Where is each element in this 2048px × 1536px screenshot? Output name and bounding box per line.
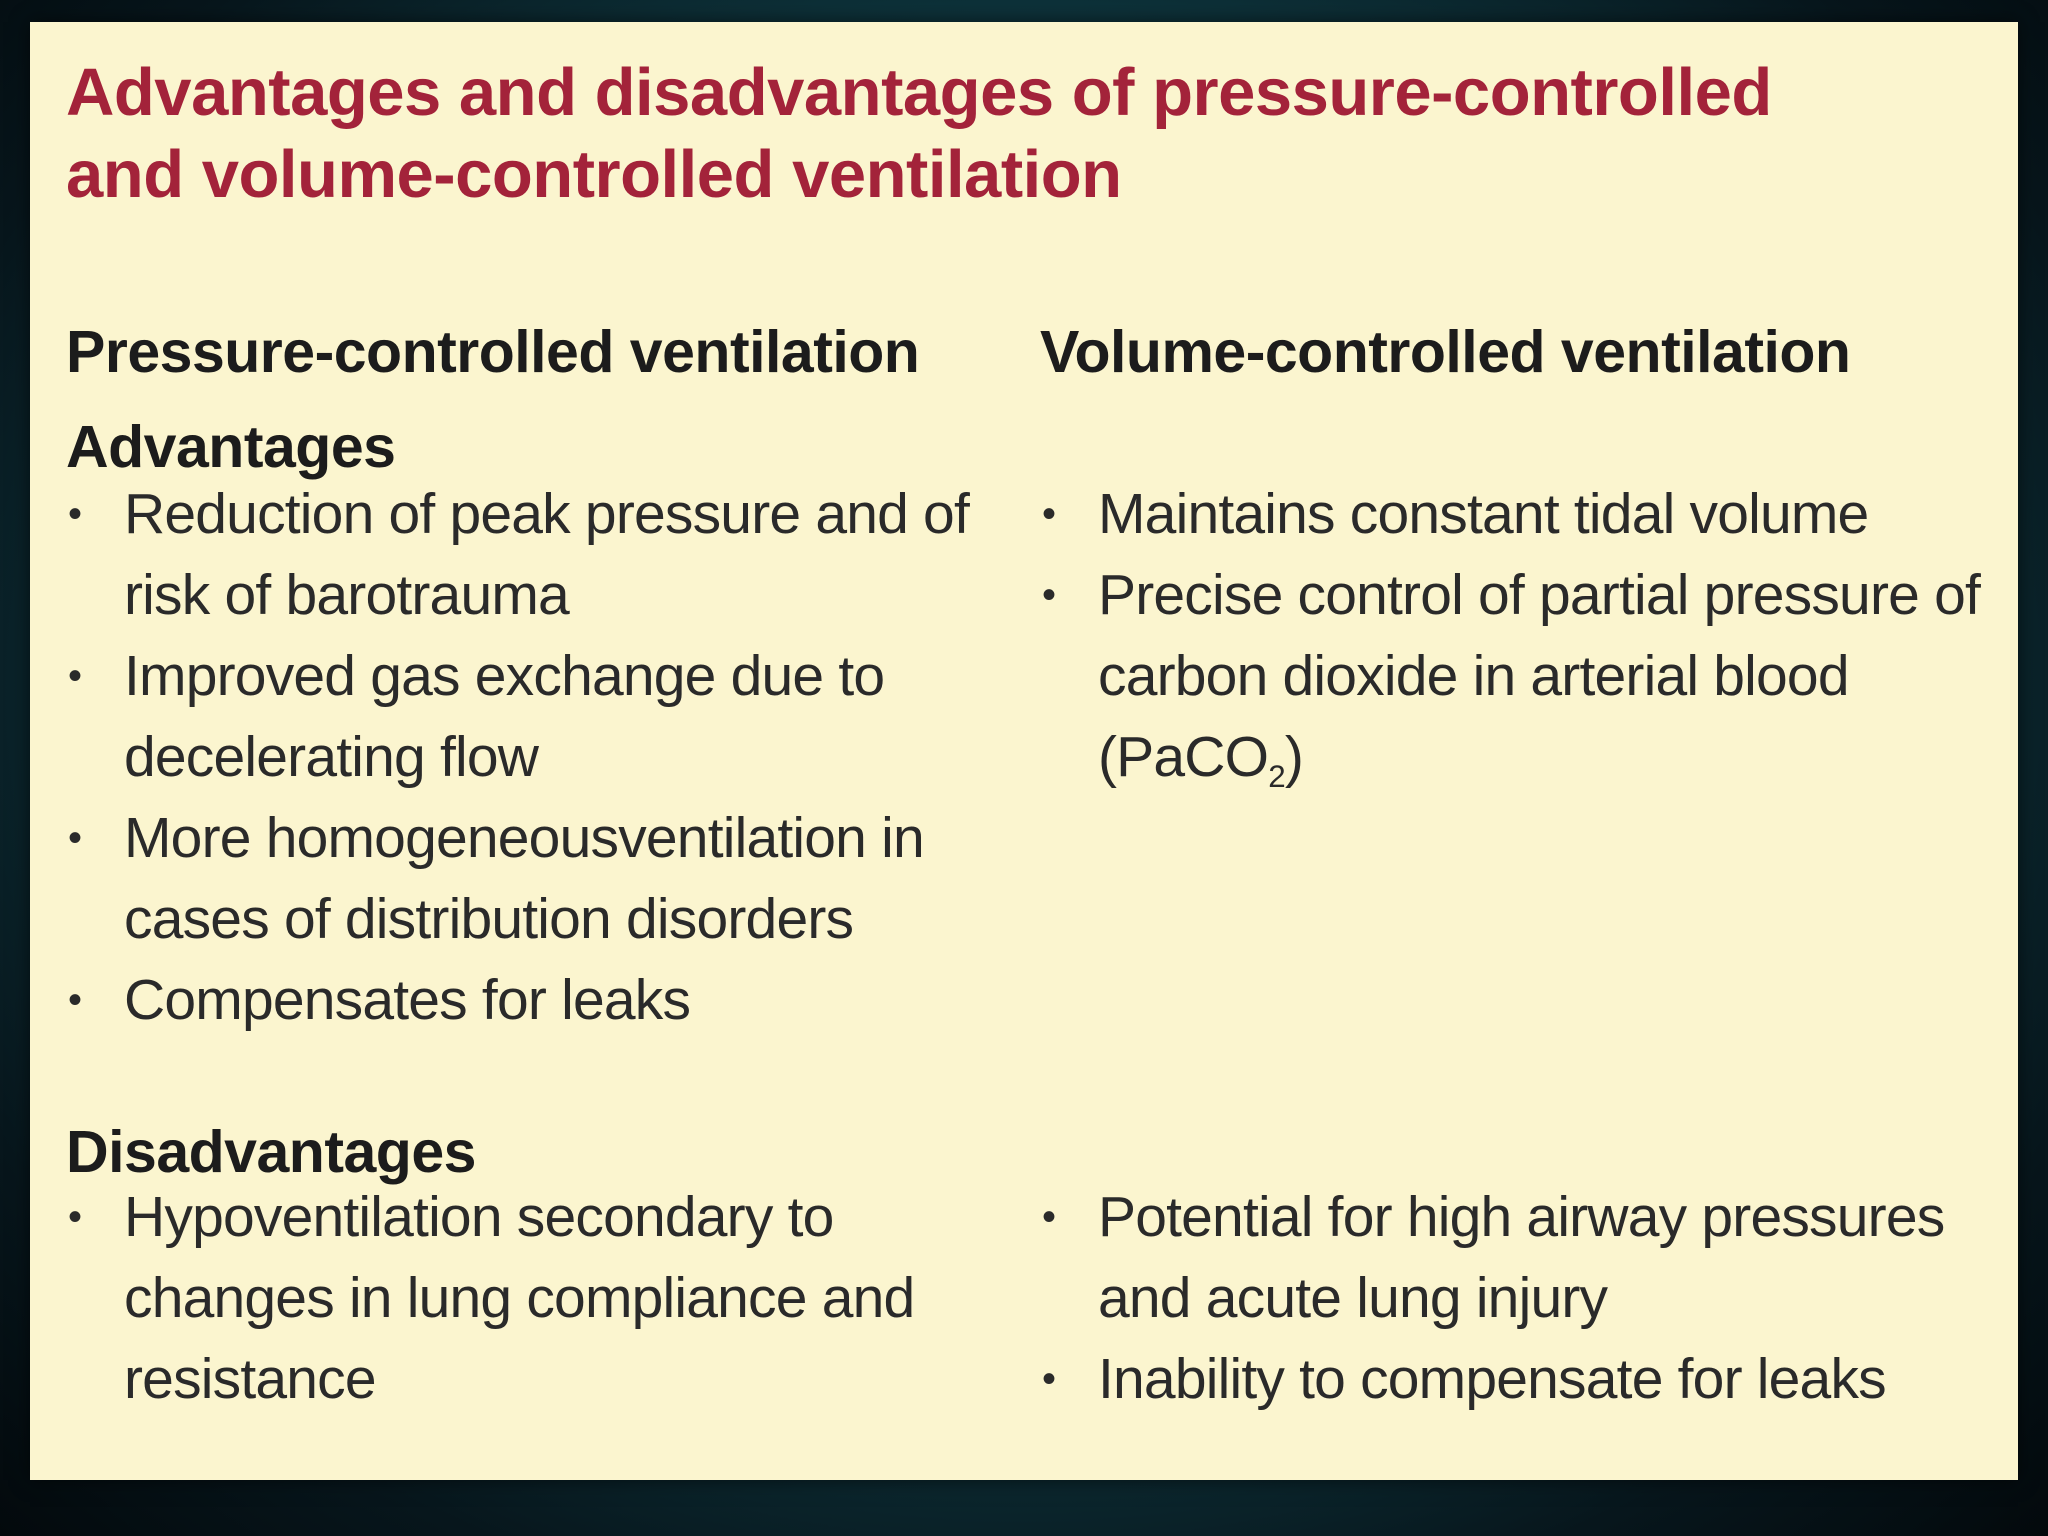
list-item-text: Inability to compensate for leaks — [1098, 1347, 1886, 1411]
list-item-text: Maintains constant tidal volume — [1098, 482, 1869, 546]
list-item — [1040, 1177, 2000, 1339]
list-item — [1040, 474, 2000, 555]
list-item-text: Potential for high airway pressures and acute lung injury — [1098, 1185, 1945, 1330]
volume-column-heading: Volume-controlled ventilation — [1040, 319, 1851, 385]
list-item — [66, 474, 1026, 636]
bullet-icon: • — [1042, 573, 1056, 617]
list-item — [1040, 1339, 2000, 1420]
closing-paren: ) — [1284, 725, 1304, 789]
list-item — [66, 636, 1026, 798]
list-item — [66, 960, 1026, 1041]
slide-title — [66, 52, 1966, 216]
list-item-text: Compensates for leaks — [124, 968, 691, 1032]
pressure-advantages-list — [66, 474, 1026, 1041]
pressure-disadvantages-list — [66, 1177, 966, 1420]
slide — [30, 22, 2018, 1480]
bullet-icon: • — [68, 816, 82, 860]
subscript-2: 2 — [1268, 758, 1285, 794]
list-item-text: Precise control of partial pressure of carbon dioxide in arterial blood (PaCO — [1098, 563, 1981, 789]
advantages-heading: Advantages — [66, 414, 396, 480]
volume-advantages-list — [1040, 474, 2000, 798]
disadvantages-heading: Disadvantages — [66, 1119, 476, 1185]
list-item-text: Hypoventilation secondary to changes in lung compliance and resistance — [124, 1185, 915, 1411]
list-item-text: Reduction of peak pressure and of risk of barotrauma — [124, 482, 969, 627]
bullet-icon: • — [68, 492, 82, 536]
bullet-icon: • — [68, 654, 82, 698]
list-item-text: Improved gas exchange due to decelerating flow — [124, 644, 885, 789]
slide-title-line-2: and volume-controlled ventilation — [66, 137, 1122, 212]
bullet-icon: • — [68, 1195, 82, 1239]
pressure-column-heading: Pressure-controlled ventilation — [66, 319, 920, 385]
volume-disadvantages-list — [1040, 1177, 2000, 1420]
slide-title-line-1: Advantages and disadvantages of pressure-controlled — [66, 55, 1772, 130]
list-item — [1040, 555, 2000, 798]
list-item — [66, 1177, 966, 1420]
bullet-icon: • — [1042, 1357, 1056, 1401]
list-item — [66, 798, 1026, 960]
bullet-icon: • — [1042, 492, 1056, 536]
bullet-icon: • — [1042, 1195, 1056, 1239]
list-item-text: More homogeneousventilation in cases of distribution disorders — [124, 806, 924, 951]
bullet-icon: • — [68, 978, 82, 1022]
